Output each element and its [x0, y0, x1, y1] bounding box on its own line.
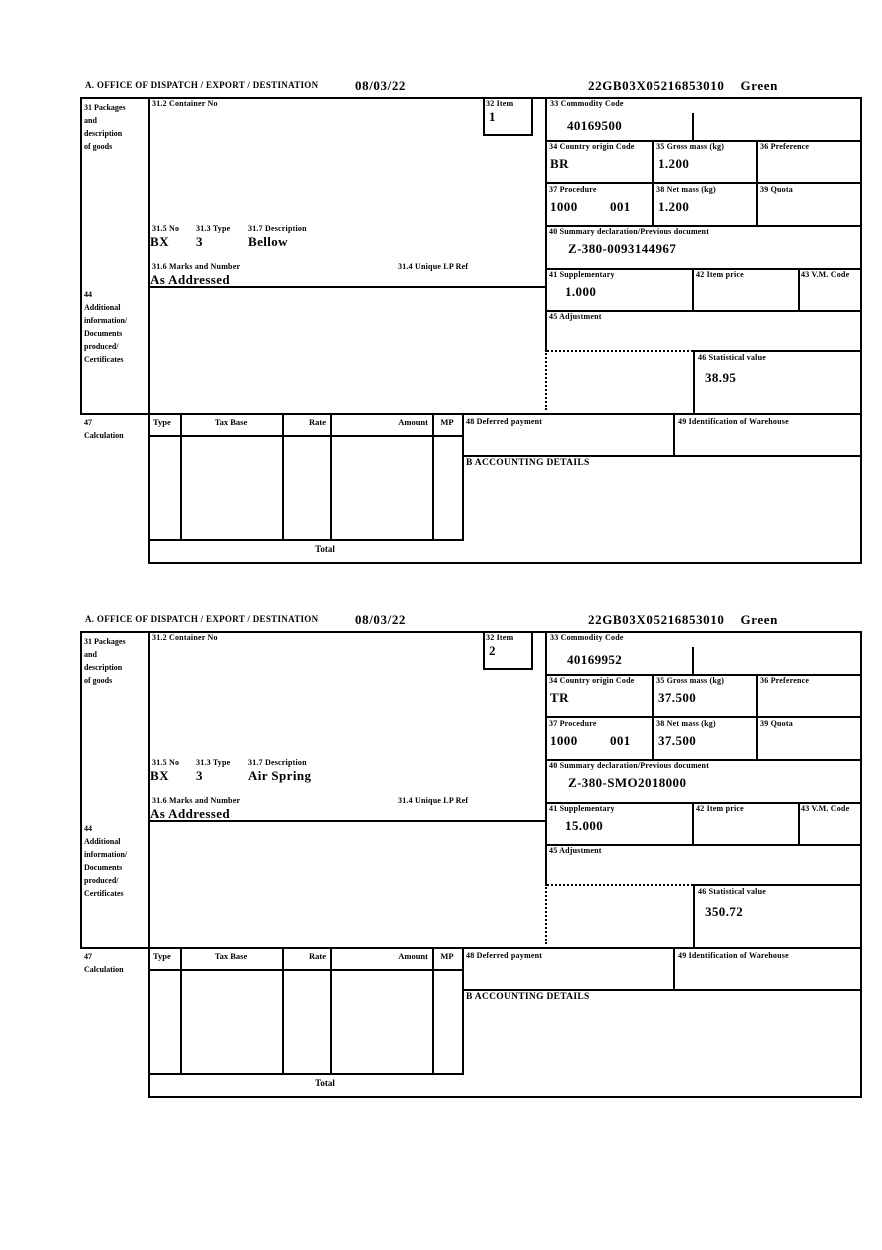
- package-no-label: 31.5 No: [152, 224, 180, 233]
- grid-line: [148, 969, 464, 971]
- col-rate-header: Rate: [309, 951, 326, 961]
- grid-line: [80, 631, 82, 947]
- declaration-copy-item-1: [0, 78, 882, 584]
- net-mass-value: 37.500: [658, 733, 697, 748]
- preference-label: 36 Preference: [760, 142, 810, 151]
- grid-line: [692, 268, 694, 312]
- dotted-line: [545, 884, 547, 944]
- grid-line: [330, 947, 332, 1075]
- box44-additional-info-label: 44 Additional information/ Documents produced/ Certificates: [84, 290, 128, 364]
- col-mp-header: MP: [440, 951, 454, 961]
- procedure-value-1: 1000: [550, 199, 578, 214]
- warehouse-id-label: 49 Identification of Warehouse: [678, 417, 789, 426]
- box47-calculation-label: 47 Calculation: [84, 418, 124, 440]
- commodity-code-value: 40169952: [567, 652, 623, 667]
- gross-mass-label: 35 Gross mass (kg): [656, 676, 725, 685]
- commodity-code-value: 40169500: [567, 118, 623, 133]
- deferred-payment-label: 48 Deferred payment: [466, 417, 543, 426]
- gross-mass-value: 1.200: [658, 156, 690, 171]
- procedure-label: 37 Procedure: [549, 719, 597, 728]
- item-no-label: 32 Item: [486, 633, 514, 642]
- package-type-label: 31.3 Type: [196, 758, 231, 767]
- grid-line: [432, 413, 434, 541]
- grid-line: [798, 802, 800, 846]
- box31-packages-label: 31 Packages and description of goods: [84, 637, 126, 685]
- declaration-reference: 22GB03X05216853010: [588, 612, 725, 627]
- grid-line: [860, 97, 862, 564]
- description-value: Air Spring: [248, 768, 312, 783]
- procedure-value-2: 001: [610, 733, 631, 748]
- vm-code-label: 43 V.M. Code: [801, 804, 850, 813]
- grid-line: [483, 134, 533, 136]
- grid-line: [432, 947, 434, 1075]
- container-no-label: 31.2 Container No: [152, 99, 218, 108]
- grid-line: [692, 113, 694, 140]
- gross-mass-label: 35 Gross mass (kg): [656, 142, 725, 151]
- col-rate-header: Rate: [309, 417, 326, 427]
- unique-lp-ref-label: 31.4 Unique LP Ref: [398, 796, 469, 805]
- marks-number-value: As Addressed: [150, 272, 231, 287]
- package-no-label: 31.5 No: [152, 758, 180, 767]
- grid-line: [148, 97, 150, 564]
- package-no-value: BX: [150, 234, 169, 249]
- dotted-line: [545, 350, 547, 410]
- grid-line: [180, 947, 182, 1075]
- grid-line: [693, 350, 862, 352]
- item-no-value: 1: [489, 109, 496, 124]
- summary-declaration-value: Z-380-0093144967: [568, 241, 677, 256]
- item-no-value: 2: [489, 643, 496, 658]
- grid-line: [692, 647, 694, 674]
- grid-line: [652, 674, 654, 761]
- declaration-date: 08/03/22: [355, 612, 407, 627]
- grid-line: [462, 455, 862, 457]
- declaration-reference-group: [588, 612, 778, 628]
- grid-line: [673, 413, 675, 457]
- net-mass-label: 38 Net mass (kg): [656, 719, 716, 728]
- grid-line: [652, 140, 654, 227]
- summary-declaration-value: Z-380-SMO2018000: [568, 775, 687, 790]
- procedure-value-2: 001: [610, 199, 631, 214]
- dotted-line: [547, 884, 693, 886]
- grid-line: [282, 413, 284, 541]
- grid-line: [693, 884, 862, 886]
- country-origin-value: TR: [550, 690, 569, 705]
- grid-line: [531, 631, 533, 670]
- box31-packages-label: 31 Packages and description of goods: [84, 103, 126, 151]
- country-origin-value: BR: [550, 156, 569, 171]
- package-type-label: 31.3 Type: [196, 224, 231, 233]
- package-no-value: BX: [150, 768, 169, 783]
- marks-number-label: 31.6 Marks and Number: [152, 796, 241, 805]
- procedure-label: 37 Procedure: [549, 185, 597, 194]
- declaration-reference: 22GB03X05216853010: [588, 78, 725, 93]
- description-label: 31.7 Description: [248, 224, 307, 233]
- supplementary-value: 1.000: [565, 284, 597, 299]
- grid-line: [860, 631, 862, 1098]
- col-type-header: Type: [153, 417, 171, 427]
- col-amount-header: Amount: [398, 417, 428, 427]
- grid-line: [148, 435, 464, 437]
- item-price-label: 42 Item price: [696, 270, 744, 279]
- grid-line: [462, 947, 464, 1075]
- grid-line: [148, 539, 464, 541]
- deferred-payment-label: 48 Deferred payment: [466, 951, 543, 960]
- unique-lp-ref-label: 31.4 Unique LP Ref: [398, 262, 469, 271]
- summary-declaration-label: 40 Summary declaration/Previous document: [549, 227, 710, 236]
- total-label: Total: [315, 1078, 335, 1088]
- declaration-copy-item-2: [0, 612, 882, 1118]
- accounting-details-label: B ACCOUNTING DETAILS: [466, 992, 590, 1002]
- grid-line: [80, 413, 862, 415]
- declaration-date: 08/03/22: [355, 78, 407, 93]
- item-price-label: 42 Item price: [696, 804, 744, 813]
- grid-line: [282, 947, 284, 1075]
- container-no-label: 31.2 Container No: [152, 633, 218, 642]
- warehouse-id-label: 49 Identification of Warehouse: [678, 951, 789, 960]
- col-type-header: Type: [153, 951, 171, 961]
- col-mp-header: MP: [440, 417, 454, 427]
- grid-line: [756, 140, 758, 227]
- grid-line: [798, 268, 800, 312]
- grid-line: [483, 631, 485, 670]
- col-amount-header: Amount: [398, 951, 428, 961]
- quota-label: 39 Quota: [760, 185, 793, 194]
- procedure-value-1: 1000: [550, 733, 578, 748]
- country-origin-label: 34 Country origin Code: [549, 142, 635, 151]
- box47-calculation-label: 47 Calculation: [84, 952, 124, 974]
- grid-line: [148, 1096, 862, 1098]
- statistical-value-label: 46 Statistical value: [698, 353, 766, 362]
- grid-line: [462, 413, 464, 541]
- adjustment-label: 45 Adjustment: [549, 846, 602, 855]
- grid-line: [693, 884, 695, 947]
- grid-line: [531, 97, 533, 136]
- grid-line: [148, 1073, 464, 1075]
- grid-line: [80, 97, 82, 413]
- grid-line: [545, 716, 862, 718]
- grid-line: [483, 97, 485, 136]
- description-label: 31.7 Description: [248, 758, 307, 767]
- marks-number-label: 31.6 Marks and Number: [152, 262, 241, 271]
- grid-line: [756, 674, 758, 761]
- office-of-dispatch-label: A. OFFICE OF DISPATCH / EXPORT / DESTINATION: [85, 80, 319, 90]
- grid-line: [693, 350, 695, 413]
- package-type-value: 3: [196, 768, 203, 783]
- dotted-line: [547, 350, 693, 352]
- gross-mass-value: 37.500: [658, 690, 697, 705]
- grid-line: [545, 182, 862, 184]
- grid-line: [180, 413, 182, 541]
- grid-line: [148, 631, 150, 1098]
- grid-line: [148, 562, 862, 564]
- grid-line: [330, 413, 332, 541]
- statistical-value: 38.95: [705, 370, 737, 385]
- commodity-code-label: 33 Commodity Code: [550, 633, 624, 642]
- vm-code-label: 43 V.M. Code: [801, 270, 850, 279]
- net-mass-value: 1.200: [658, 199, 690, 214]
- route-status: Green: [740, 78, 778, 93]
- grid-line: [483, 668, 533, 670]
- quota-label: 39 Quota: [760, 719, 793, 728]
- summary-declaration-label: 40 Summary declaration/Previous document: [549, 761, 710, 770]
- col-taxbase-header: Tax Base: [214, 951, 248, 961]
- box44-additional-info-label: 44 Additional information/ Documents produced/ Certificates: [84, 824, 128, 898]
- grid-line: [673, 947, 675, 991]
- description-value: Bellow: [248, 234, 288, 249]
- supplementary-label: 41 Supplementary: [549, 270, 615, 279]
- grid-line: [462, 989, 862, 991]
- country-origin-label: 34 Country origin Code: [549, 676, 635, 685]
- accounting-details-label: B ACCOUNTING DETAILS: [466, 458, 590, 468]
- col-taxbase-header: Tax Base: [214, 417, 248, 427]
- office-of-dispatch-label: A. OFFICE OF DISPATCH / EXPORT / DESTINATION: [85, 614, 319, 624]
- preference-label: 36 Preference: [760, 676, 810, 685]
- adjustment-label: 45 Adjustment: [549, 312, 602, 321]
- grid-line: [80, 947, 862, 949]
- grid-line: [692, 802, 694, 846]
- item-no-label: 32 Item: [486, 99, 514, 108]
- statistical-value: 350.72: [705, 904, 744, 919]
- supplementary-value: 15.000: [565, 818, 604, 833]
- commodity-code-label: 33 Commodity Code: [550, 99, 624, 108]
- declaration-reference-group: [588, 78, 778, 94]
- net-mass-label: 38 Net mass (kg): [656, 185, 716, 194]
- marks-number-value: As Addressed: [150, 806, 231, 821]
- statistical-value-label: 46 Statistical value: [698, 887, 766, 896]
- route-status: Green: [740, 612, 778, 627]
- supplementary-label: 41 Supplementary: [549, 804, 615, 813]
- total-label: Total: [315, 544, 335, 554]
- package-type-value: 3: [196, 234, 203, 249]
